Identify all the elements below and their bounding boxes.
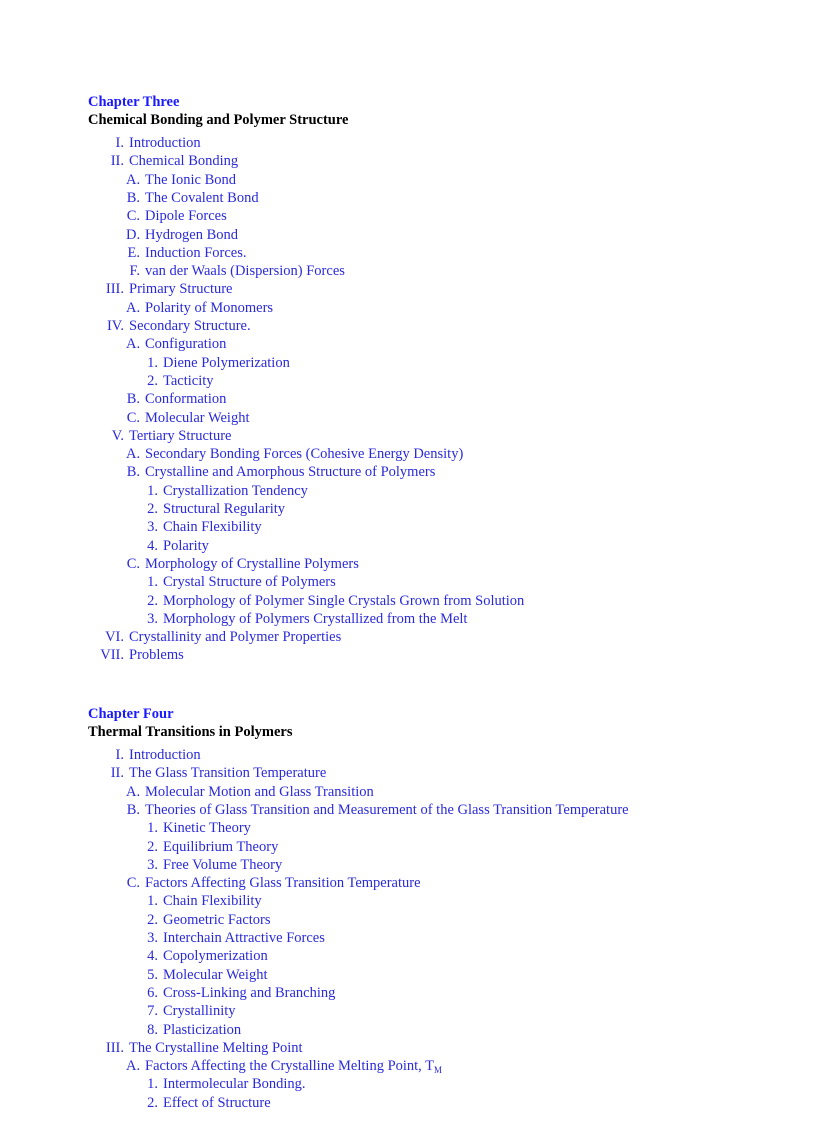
toc-entry-number: 6. (147, 984, 158, 1001)
toc-entry-title: Molecular Motion and Glass Transition (145, 783, 374, 800)
toc-entry-title: Structural Regularity (163, 501, 286, 517)
toc-entry-title: van der Waals (Dispersion) Forces (145, 263, 345, 280)
toc-entry-title: The Crystalline Melting Point (129, 1039, 303, 1056)
toc-entry[interactable] (126, 189, 259, 207)
chapter-four-label[interactable]: Chapter Four (88, 706, 174, 722)
toc-entry[interactable] (146, 911, 271, 929)
toc-entry-title: Introduction (129, 747, 201, 763)
toc-entry-number: A. (126, 1058, 141, 1075)
toc-entry-number: 2. (147, 372, 158, 389)
toc-entry-title: Tacticity (163, 372, 214, 389)
toc-entry-number: 3. (147, 856, 158, 873)
toc-entry-title: Geometric Factors (163, 911, 271, 928)
toc-entry-title: Secondary Bonding Forces (Cohesive Energy Density) (145, 446, 464, 463)
toc-entry[interactable] (146, 892, 262, 910)
toc-entry-number: B. (126, 464, 140, 481)
toc-entry-number: 5. (147, 966, 158, 983)
toc-entry[interactable] (90, 134, 201, 152)
toc-entry-title: Tertiary Structure (129, 427, 232, 444)
chapter-four-title: Thermal Transitions in Polymers (88, 724, 293, 740)
toc-entry[interactable] (146, 518, 262, 536)
toc-entry-title: Polarity (163, 537, 209, 554)
toc-entry-title: Copolymerization (163, 948, 268, 965)
toc-entry-number: D. (126, 226, 141, 243)
toc-entry-title: Morphology of Polymer Single Crystals Grown from Solution (163, 592, 525, 609)
toc-entry[interactable] (126, 207, 227, 225)
toc-entry-number: B. (126, 391, 140, 408)
toc-entry-title: The Glass Transition Temperature (129, 765, 327, 782)
toc-entry[interactable] (146, 856, 282, 874)
toc-entry-number: II. (110, 153, 124, 170)
chapter-three-label[interactable]: Chapter Three (88, 94, 180, 110)
toc-entry-number: V. (111, 427, 124, 444)
toc-entry[interactable] (146, 592, 524, 610)
toc-entry[interactable] (146, 1094, 271, 1112)
toc-entry-title: Crystallinity (163, 1003, 236, 1020)
toc-entry-title: Factors Affecting the Crystalline Melting Point, T (145, 1058, 435, 1075)
toc-entry[interactable] (126, 463, 435, 481)
toc-entry[interactable] (126, 555, 359, 573)
toc-entry-number: A. (126, 336, 141, 353)
toc-entry-number: A. (126, 446, 141, 463)
toc-entry[interactable] (146, 947, 268, 965)
toc-entry-title: The Covalent Bond (145, 189, 259, 206)
toc-entry[interactable] (90, 317, 251, 335)
toc-entry[interactable] (90, 746, 201, 764)
toc-entry-title: Kinetic Theory (163, 820, 251, 837)
toc-entry[interactable] (90, 628, 341, 646)
toc-entry-number: C. (126, 208, 140, 225)
toc-entry-number: E. (127, 244, 140, 261)
toc-entry-title: Free Volume Theory (163, 856, 283, 873)
toc-entry[interactable] (146, 500, 285, 518)
toc-entry-title: Equilibrium Theory (163, 838, 279, 855)
toc-entry-number: 7. (147, 1003, 158, 1020)
toc-entry[interactable] (146, 372, 214, 390)
toc-entry-number: III. (105, 281, 124, 298)
toc-entry-title: Chain Flexibility (163, 519, 262, 536)
toc-entry-number: VII. (100, 647, 124, 664)
toc-entry[interactable] (146, 929, 325, 947)
toc-entry-number: 1. (147, 820, 158, 837)
toc-entry-number: II. (110, 765, 124, 782)
toc-entry[interactable] (126, 874, 421, 892)
toc-entry-number: A. (126, 783, 141, 800)
toc-entry[interactable] (126, 783, 374, 801)
toc-entry[interactable] (90, 427, 231, 445)
toc-entry-title: Crystallization Tendency (163, 482, 308, 499)
toc-entry-title: Theories of Glass Transition and Measurement of the Glass Transition Temperature (145, 801, 629, 818)
toc-entry-title: Crystallinity and Polymer Properties (129, 629, 342, 646)
toc-entry[interactable] (126, 390, 226, 408)
toc-entry-number: 8. (147, 1021, 158, 1038)
toc-entry-title: Secondary Structure. (129, 318, 251, 334)
toc-entry-number: 1. (147, 893, 158, 910)
toc-entry-title: Chain Flexibility (163, 893, 262, 910)
toc-entry-number: B. (126, 189, 140, 206)
chapter-three-title: Chemical Bonding and Polymer Structure (88, 112, 349, 128)
toc-entry[interactable] (146, 838, 278, 856)
toc-entry-number: 2. (147, 501, 158, 517)
toc-entry[interactable] (146, 573, 336, 591)
toc-entry-number: F. (129, 263, 140, 280)
toc-entry-title: Effect of Structure (163, 1094, 271, 1111)
toc-entry-number: C. (126, 555, 140, 572)
toc-entry-title: Interchain Attractive Forces (163, 930, 325, 946)
toc-entry-title: Hydrogen Bond (145, 226, 239, 243)
toc-entry-number: 2. (147, 1094, 158, 1111)
toc-entry-number: C. (126, 409, 140, 426)
toc-entry-number: I. (115, 747, 124, 763)
toc-entry-title: Conformation (145, 391, 227, 408)
toc-entry-title: Crystal Structure of Polymers (163, 574, 336, 591)
toc-entry-number: A. (126, 171, 141, 188)
toc-entry-title: Molecular Weight (145, 409, 250, 426)
toc-entry[interactable] (146, 354, 290, 372)
toc-entry-title: Morphology of Crystalline Polymers (145, 555, 359, 572)
toc-entry-title: Factors Affecting Glass Transition Temperature (145, 875, 421, 892)
toc-entry-number: 2. (147, 592, 158, 609)
toc-entry-number: 2. (147, 838, 158, 855)
toc-entry[interactable] (146, 610, 467, 628)
toc-entry[interactable] (126, 335, 226, 353)
toc-entry[interactable] (146, 819, 251, 837)
toc-entry-number: B. (126, 801, 140, 818)
toc-entry-title: Morphology of Polymers Crystallized from the Melt (163, 610, 468, 627)
toc-entry[interactable] (146, 966, 267, 984)
toc-entry-number: 2. (147, 911, 158, 928)
toc-entry[interactable] (126, 244, 246, 262)
toc-entry-subscript: M (434, 1065, 443, 1076)
toc-entry[interactable] (90, 152, 238, 170)
toc-entry-title: Polarity of Monomers (145, 299, 274, 316)
toc-entry[interactable] (146, 1075, 306, 1093)
toc-entry-title: Dipole Forces (145, 208, 227, 225)
toc-entry-number: 3. (147, 610, 158, 627)
toc-entry[interactable] (126, 262, 345, 280)
toc-entry-title: Introduction (129, 135, 201, 151)
toc-entry-number: 3. (147, 930, 158, 946)
toc-entry[interactable] (146, 482, 308, 500)
toc-entry-number: 4. (147, 537, 158, 554)
toc-entry-number: 3. (147, 519, 158, 536)
toc-entry[interactable] (146, 1002, 236, 1020)
toc-entry[interactable] (126, 801, 629, 819)
toc-entry-title: Intermolecular Bonding. (163, 1076, 306, 1093)
toc-entry-title: Chemical Bonding (129, 153, 239, 170)
toc-entry-title: Configuration (145, 336, 227, 353)
toc-entry-number: 1. (147, 574, 158, 591)
toc-entry-number: 1. (147, 354, 158, 371)
toc-entry-title: Plasticization (163, 1021, 242, 1038)
toc-entry-title: Primary Structure (129, 281, 233, 298)
toc-entry-title: Crystalline and Amorphous Structure of Polymers (145, 464, 436, 481)
toc-entry[interactable] (90, 764, 326, 782)
toc-entry-title: Cross-Linking and Branching (163, 984, 336, 1001)
toc-entry-title: Problems (129, 647, 184, 664)
toc-entry-number: I. (115, 135, 124, 151)
toc-entry-number: 4. (147, 948, 158, 965)
toc-entry[interactable] (90, 646, 184, 664)
toc-entry-title: Induction Forces. (145, 244, 247, 261)
toc-entry[interactable] (126, 409, 249, 427)
toc-entry-title: The Ionic Bond (145, 171, 237, 188)
toc-entry[interactable] (146, 984, 335, 1002)
toc-entry[interactable] (146, 537, 209, 555)
toc-entry[interactable] (146, 1021, 241, 1039)
toc-entry[interactable] (126, 171, 236, 189)
toc-entry-number: 1. (147, 482, 158, 499)
toc-entry[interactable] (126, 445, 463, 463)
toc-entry[interactable] (126, 299, 273, 317)
toc-entry-number: III. (105, 1039, 124, 1056)
toc-entry-number: A. (126, 299, 141, 316)
toc-entry[interactable] (126, 226, 238, 244)
toc-entry-title: Diene Polymerization (163, 354, 290, 371)
toc-entry-title: Molecular Weight (163, 966, 268, 983)
toc-entry-number: IV. (106, 318, 124, 334)
toc-entry-number: 1. (147, 1076, 158, 1093)
toc-entry[interactable] (90, 280, 233, 298)
toc-entry-number: VI. (105, 629, 124, 646)
toc-entry[interactable] (90, 1039, 303, 1057)
toc-entry-number: C. (126, 875, 140, 892)
